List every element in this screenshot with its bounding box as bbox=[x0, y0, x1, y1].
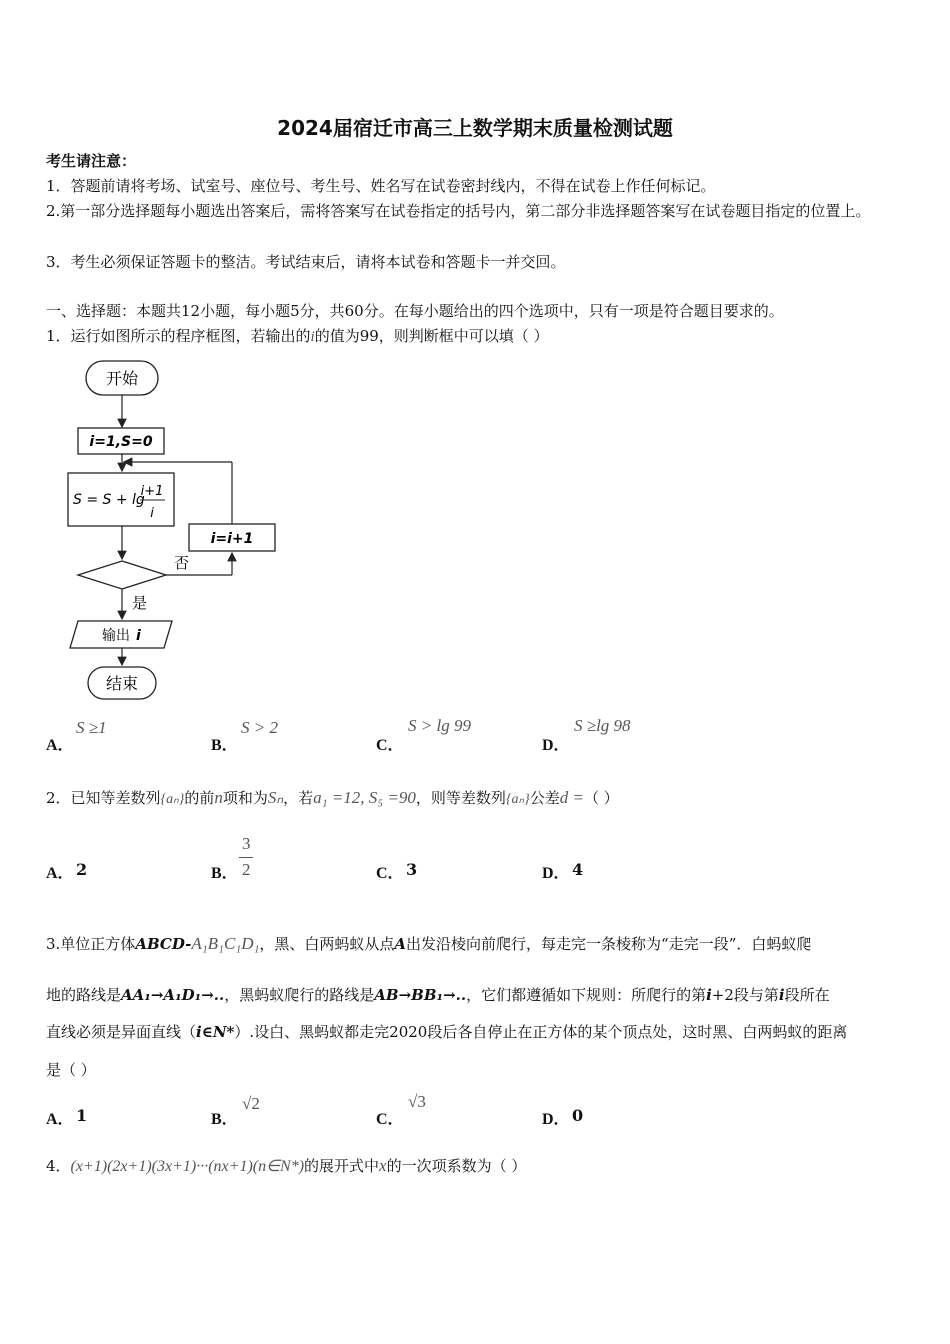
q3-option-c-label: C． bbox=[376, 1111, 404, 1128]
flow-increment-label: i=i+1 bbox=[210, 531, 254, 547]
q3-option-a-label: A． bbox=[46, 1111, 74, 1128]
question-1-options bbox=[46, 718, 906, 752]
notice-item-2: 2.第一部分选择题每小题选出答案后，需将答案写在试卷指定的括号内，第二部分非选择题答案写在试卷题目指定的位置上。 bbox=[46, 202, 871, 220]
q2-option-c-value: 3 bbox=[406, 860, 418, 879]
flow-frac-num: i+1 bbox=[140, 484, 164, 499]
question-1-stem: 1．运行如图所示的程序框图，若输出的i的值为99，则判断框中可以填（ ） bbox=[46, 327, 549, 345]
q2-option-b-fraction-bar bbox=[239, 857, 253, 858]
q2-option-c-label: C． bbox=[376, 865, 404, 882]
question-3-line-4: 是（ ） bbox=[46, 1061, 96, 1079]
q1-option-d-label: D． bbox=[542, 737, 570, 754]
question-2-stem: 2．已知等差数列{aₙ}的前n项和为Sₙ，若a₁ =12, S₅ =90，则等差数列{aₙ}公差d =（ ） bbox=[46, 788, 619, 807]
q1-option-a-label: A． bbox=[46, 737, 74, 754]
flow-init-label: i=1,S=0 bbox=[89, 434, 153, 450]
flow-frac-den: i bbox=[150, 506, 154, 521]
q2-option-b-denominator: 2 bbox=[242, 860, 251, 879]
flow-end-label: 结束 bbox=[105, 674, 139, 693]
flow-assign-label: S = S + lg bbox=[73, 492, 145, 508]
q1-option-c-label: C． bbox=[376, 737, 404, 754]
flow-output-var: i bbox=[136, 628, 141, 644]
q2-option-d-value: 4 bbox=[572, 860, 584, 879]
q3-option-d-value: 0 bbox=[572, 1106, 584, 1125]
q1-option-c-expr: S > lg 99 bbox=[408, 716, 471, 735]
q2-option-b-numerator: 3 bbox=[242, 834, 251, 853]
flow-decision-node bbox=[78, 561, 166, 589]
page-title: 2024届宿迁市高三上数学期末质量检测试题 bbox=[277, 116, 673, 140]
flow-yes-label: 是 bbox=[132, 594, 148, 612]
q1-option-b-label: B． bbox=[211, 737, 238, 754]
question-3-line-2: 地的路线是AA₁→A₁D₁→..，黑蚂蚁爬行的路线是AB→BB₁→..，它们都遵循如下规则：所爬行的第i+2段与第i段所在 bbox=[46, 986, 830, 1004]
q3-option-a-value: 1 bbox=[76, 1106, 88, 1125]
section-heading: 一、选择题：本题共12小题，每小题5分，共60分。在每小题给出的四个选项中，只有一项是符合题目要求的。 bbox=[46, 302, 784, 320]
notice-item-1: 1．答题前请将考场、试室号、座位号、考生号、姓名写在试卷密封线内，不得在试卷上作任何标记。 bbox=[46, 177, 716, 195]
q3-option-d-label: D． bbox=[542, 1111, 570, 1128]
q1-option-b-expr: S > 2 bbox=[241, 718, 278, 737]
notice-heading: 考生请注意： bbox=[46, 152, 137, 170]
q2-option-d-label: D． bbox=[542, 865, 570, 882]
q3-option-b-value: √2 bbox=[242, 1094, 260, 1113]
notice-item-3: 3．考生必须保证答题卡的整洁。考试结束后，请将本试卷和答题卡一并交回。 bbox=[46, 253, 566, 271]
flow-no-label: 否 bbox=[174, 554, 190, 572]
q3-option-c-value: √3 bbox=[408, 1092, 426, 1111]
q3-option-b-label: B． bbox=[211, 1111, 238, 1128]
flow-start-label: 开始 bbox=[105, 369, 139, 388]
q2-option-b-label: B． bbox=[211, 865, 238, 882]
question-2-options bbox=[46, 832, 906, 882]
q2-option-a-label: A． bbox=[46, 865, 74, 882]
q1-option-a-expr: S ≥1 bbox=[76, 718, 107, 737]
question-4-stem: 4．(x+1)(2x+1)(3x+1)···(nx+1)(n∈N*)的展开式中x的一次项系数为（ ） bbox=[46, 1156, 527, 1175]
question-3-line-1: 3.单位正方体ABCD-A₁B₁C₁D₁，黑、白两蚂蚁从点A出发沿棱向前爬行，每走完一条棱称为“走完一段”．白蚂蚁爬 bbox=[46, 934, 812, 953]
question-3-options bbox=[46, 1094, 906, 1128]
flow-output-label: 输出 bbox=[102, 628, 130, 644]
q1-option-d-expr: S ≥lg 98 bbox=[574, 716, 631, 735]
question-3-line-3: 直线必须是异面直线（i∈N*）.设白、黑蚂蚁都走完2020段后各自停止在正方体的某个顶点处，这时黑、白两蚂蚁的距离 bbox=[46, 1023, 848, 1041]
flowchart bbox=[60, 355, 290, 705]
q2-option-a-value: 2 bbox=[76, 860, 88, 879]
